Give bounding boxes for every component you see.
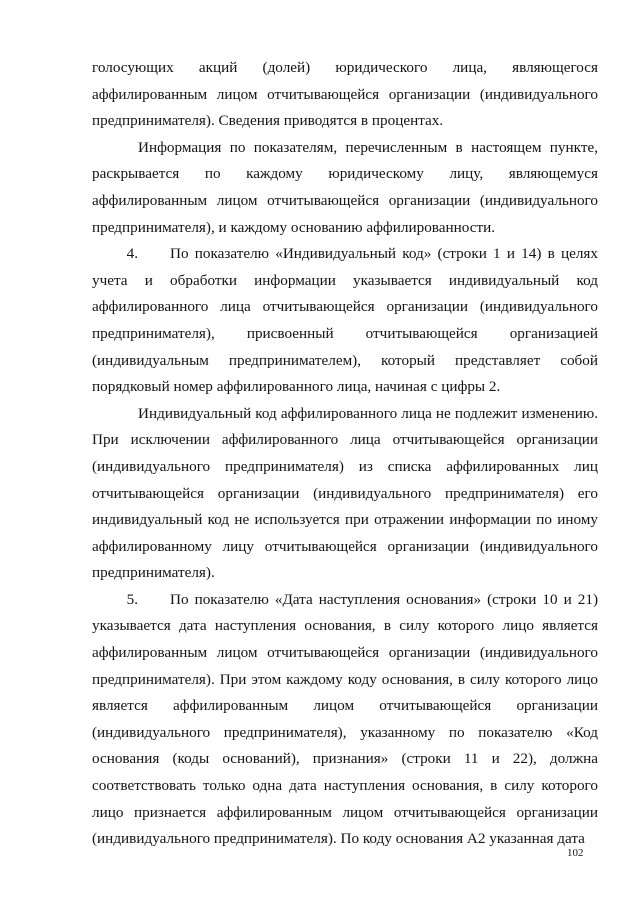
item-number-4: 4. xyxy=(126,245,138,263)
paragraph-item-4 xyxy=(92,241,598,401)
item-4-text: По показателю «Индивидуальный код» (строки 1 и 14) в целях учета и обработки информации указывается индивидуальный код аффилированного лица отчитывающейся организации (индивидуального предпринимателя), присвоенный отчитывающейся организацией (индивидуальным предпринимателем), который представляет собой порядковый номер аффилированного лица, начиная с цифры 2. xyxy=(92,245,598,396)
paragraph-individual-code: Индивидуальный код аффилированного лица не подлежит изменению. При исключении аффилированного лица отчитывающейся организации (индивидуального предпринимателя) из списка аффилированных лиц отчитывающейся организации (индивидуального предпринимателя) его индивидуальный код не используется при отражении информации по иному аффилированному лицу отчитывающейся организации (индивидуального предпринимателя). xyxy=(92,404,598,582)
paragraph-continuation: голосующих акций (долей) юридического лица, являющегося аффилированным лицом отчитывающейся организации (индивидуального предпринимателя). Сведения приводятся в процентах. xyxy=(92,59,598,130)
item-5-text: По показателю «Дата наступления основания» (строки 10 и 21) указывается дата наступления основания, в силу которого лицо является аффилированным лицом отчитывающейся организации (индивидуального предпринимателя). При этом каждому коду основания, в силу которого лицо является аффилированным лицом отчитывающейся организации (индивидуального предпринимателя), указанному по показателю «Код основания (коды оснований), признания» (строки 11 и 22), должна соответствовать только одна дата наступления основания, в силу которого лицо признается аффилированным лицом отчитывающейся организации (индивидуального предпринимателя). По коду основания А2 указанная дата xyxy=(92,590,598,848)
item-number-5: 5. xyxy=(126,590,138,608)
paragraph-item-5 xyxy=(92,587,598,853)
page-number: 102 xyxy=(567,847,584,859)
paragraph-info-disclosure: Информация по показателям, перечисленным в настоящем пункте, раскрывается по каждому юридическому лицу, являющемуся аффилированным лицом отчитывающейся организации (индивидуального предпринимателя), и каждому основанию аффилированности. xyxy=(92,138,598,236)
body-text xyxy=(92,55,598,853)
